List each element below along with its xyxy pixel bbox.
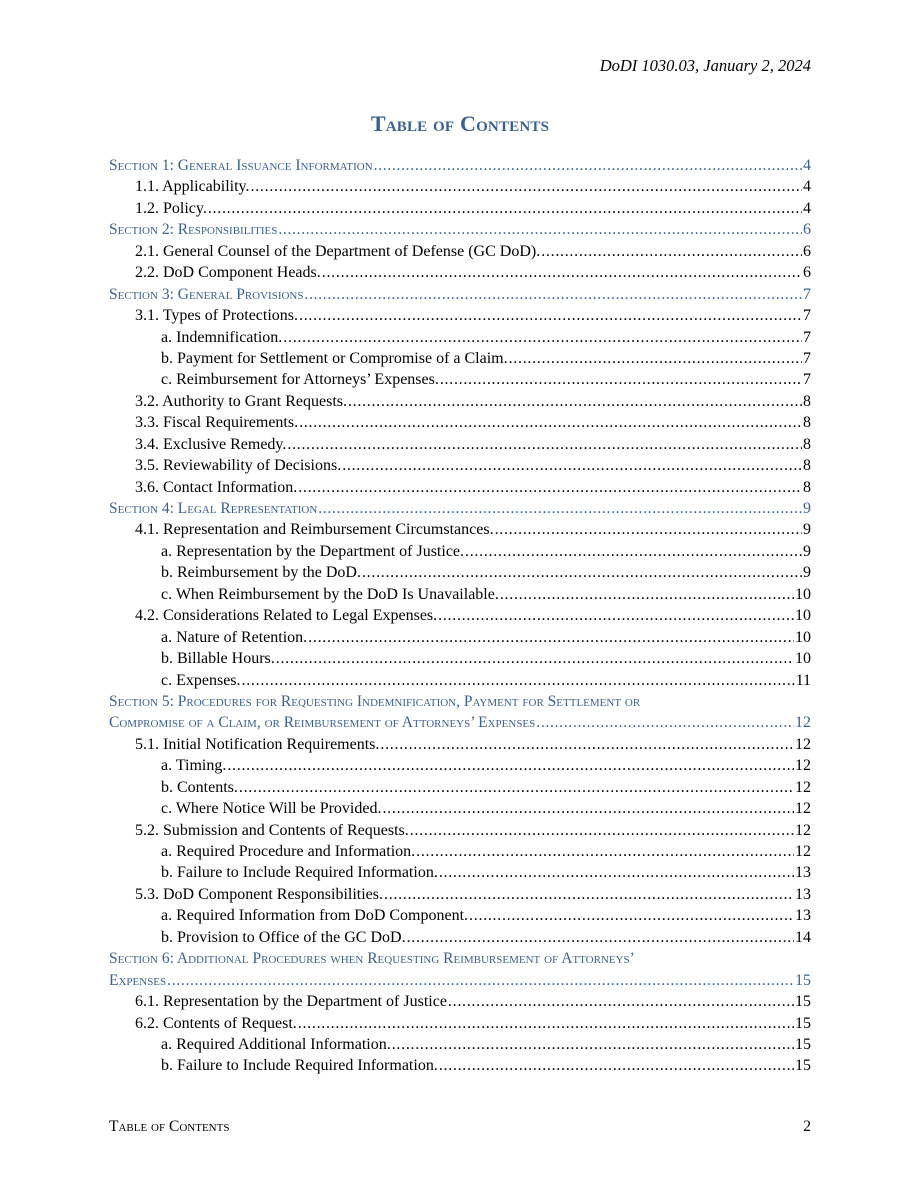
toc-page-number: 4 bbox=[803, 178, 811, 196]
toc-entry[interactable] bbox=[109, 798, 811, 819]
toc-entry-label: b. Provision to Office of the GC DoD. bbox=[161, 928, 406, 946]
toc-entry[interactable] bbox=[109, 348, 811, 369]
toc-entry[interactable] bbox=[109, 562, 811, 583]
toc-page-number: 12 bbox=[795, 735, 811, 753]
toc-section-entry[interactable] bbox=[109, 691, 811, 734]
toc-page-number: 10 bbox=[795, 585, 811, 603]
toc-entry-label: 2.2. DoD Component Heads. bbox=[135, 264, 321, 282]
toc-section-line2 bbox=[109, 970, 811, 991]
toc-entry-label: 5.2. Submission and Contents of Requests. bbox=[135, 821, 409, 839]
dot-leader bbox=[439, 862, 794, 883]
toc-entry-label: 5.1. Initial Notification Requirements. bbox=[135, 735, 380, 753]
dot-leader bbox=[283, 327, 802, 348]
dot-leader bbox=[308, 627, 794, 648]
toc-entry[interactable] bbox=[109, 262, 811, 283]
toc-page-number: 15 bbox=[795, 1035, 811, 1053]
toc-page-number: 8 bbox=[803, 414, 811, 432]
dot-leader bbox=[299, 305, 802, 326]
toc-section-label-line1: Section 6: Additional Procedures when Requesting Reimbursement of Attorneys’ bbox=[109, 950, 635, 968]
toc-entry[interactable] bbox=[109, 176, 811, 197]
toc-entry-label: b. Payment for Settlement or Compromise of a Claim. bbox=[161, 349, 508, 367]
dot-leader bbox=[318, 498, 802, 519]
toc-entry-label: Section 2: Responsibilities bbox=[109, 221, 278, 239]
toc-entry-label: a. Required Additional Information. bbox=[161, 1035, 391, 1053]
dot-leader bbox=[227, 755, 794, 776]
toc-entry-label: c. Reimbursement for Attorneys’ Expenses. bbox=[161, 371, 439, 389]
toc-entry[interactable] bbox=[109, 755, 811, 776]
toc-page-number: 9 bbox=[803, 564, 811, 582]
toc-entry-label: b. Failure to Include Required Information. bbox=[161, 864, 438, 882]
toc-entry[interactable] bbox=[109, 927, 811, 948]
toc-entry[interactable] bbox=[109, 477, 811, 498]
table-of-contents bbox=[109, 155, 811, 1077]
toc-entry[interactable] bbox=[109, 734, 811, 755]
toc-entry[interactable] bbox=[109, 412, 811, 433]
toc-entry-label: a. Indemnification. bbox=[161, 328, 283, 346]
toc-entry-label: 3.5. Reviewability of Decisions. bbox=[135, 457, 342, 475]
toc-section-label-line2: Compromise of a Claim, or Reimbursement of Attorneys’ Expenses bbox=[109, 714, 536, 732]
toc-page-number: 15 bbox=[795, 971, 811, 989]
toc-section-label-line2: Expenses bbox=[109, 971, 167, 989]
document-id-header: DoDI 1030.03, January 2, 2024 bbox=[599, 56, 811, 75]
dot-leader bbox=[278, 219, 802, 240]
dot-leader bbox=[287, 434, 802, 455]
dot-leader bbox=[465, 541, 802, 562]
toc-entry-label: c. When Reimbursement by the DoD Is Unavailable. bbox=[161, 585, 499, 603]
toc-section-entry[interactable] bbox=[109, 498, 811, 519]
dot-leader bbox=[374, 155, 802, 176]
toc-entry[interactable] bbox=[109, 905, 811, 926]
toc-entry[interactable] bbox=[109, 455, 811, 476]
toc-entry[interactable] bbox=[109, 627, 811, 648]
toc-section-entry[interactable] bbox=[109, 155, 811, 176]
toc-entry-label: 4.1. Representation and Reimbursement Circumstances. bbox=[135, 521, 494, 539]
dot-leader bbox=[298, 477, 802, 498]
toc-section-entry[interactable] bbox=[109, 284, 811, 305]
page-footer bbox=[109, 1118, 811, 1136]
toc-entry[interactable] bbox=[109, 1034, 811, 1055]
dot-leader bbox=[380, 734, 794, 755]
dot-leader bbox=[495, 519, 802, 540]
dot-leader bbox=[322, 262, 802, 283]
toc-entry-label: 6.1. Representation by the Department of Justice bbox=[135, 993, 447, 1011]
toc-entry-label: 2.1. General Counsel of the Department of Defense (GC DoD). bbox=[135, 242, 541, 260]
toc-entry-label: Section 3: General Provisions bbox=[109, 285, 304, 303]
toc-entry[interactable] bbox=[109, 241, 811, 262]
toc-entry-label: c. Where Notice Will be Provided. bbox=[161, 800, 382, 818]
toc-entry[interactable] bbox=[109, 1055, 811, 1076]
toc-page-number: 8 bbox=[803, 457, 811, 475]
toc-page-number: 7 bbox=[803, 328, 811, 346]
toc-entry-label: b. Contents. bbox=[161, 778, 238, 796]
dot-leader bbox=[392, 1034, 794, 1055]
toc-page-number: 4 bbox=[803, 157, 811, 174]
toc-page-number: 12 bbox=[795, 800, 811, 818]
toc-entry-label: b. Reimbursement by the DoD. bbox=[161, 564, 361, 582]
toc-entry-label: 3.4. Exclusive Remedy. bbox=[135, 435, 287, 453]
toc-page-number: 9 bbox=[803, 500, 811, 517]
toc-entry[interactable] bbox=[109, 648, 811, 669]
toc-entry-label: 1.1. Applicability. bbox=[135, 178, 250, 196]
toc-page-number: 10 bbox=[795, 650, 811, 668]
toc-entry[interactable] bbox=[109, 584, 811, 605]
toc-page-number: 10 bbox=[795, 628, 811, 646]
toc-page-number: 7 bbox=[803, 371, 811, 389]
toc-page-number: 14 bbox=[795, 928, 811, 946]
dot-leader bbox=[276, 648, 794, 669]
toc-page-number: 7 bbox=[803, 285, 811, 303]
toc-page-number: 13 bbox=[795, 885, 811, 903]
dot-leader bbox=[305, 284, 803, 305]
toc-entry[interactable] bbox=[109, 519, 811, 540]
dot-leader bbox=[362, 562, 802, 583]
toc-page-number: 13 bbox=[795, 864, 811, 882]
toc-page-number: 12 bbox=[795, 821, 811, 839]
toc-entry[interactable] bbox=[109, 434, 811, 455]
dot-leader bbox=[299, 412, 802, 433]
footer-page-number: 2 bbox=[803, 1118, 811, 1135]
toc-page-number: 7 bbox=[803, 307, 811, 325]
toc-entry-label: Section 1: General Issuance Information bbox=[109, 157, 373, 174]
dot-leader bbox=[500, 584, 794, 605]
dot-leader bbox=[298, 1013, 794, 1034]
footer-title: Table of Contents bbox=[109, 1118, 230, 1135]
toc-page-number: 6 bbox=[803, 242, 811, 260]
toc-page-number: 8 bbox=[803, 435, 811, 453]
toc-entry[interactable] bbox=[109, 541, 811, 562]
dot-leader bbox=[208, 198, 802, 219]
toc-page-number: 6 bbox=[803, 221, 811, 239]
toc-page-number: 10 bbox=[795, 607, 811, 625]
toc-page-number: 9 bbox=[803, 521, 811, 539]
dot-leader bbox=[382, 798, 794, 819]
toc-page-number: 15 bbox=[795, 993, 811, 1011]
toc-section-line2 bbox=[109, 712, 811, 733]
toc-entry[interactable] bbox=[109, 1013, 811, 1034]
toc-entry-label: 5.3. DoD Component Responsibilities. bbox=[135, 885, 383, 903]
dot-leader bbox=[167, 970, 794, 991]
dot-leader bbox=[242, 670, 795, 691]
toc-section-entry[interactable] bbox=[109, 948, 811, 991]
toc-page-number: 13 bbox=[795, 907, 811, 925]
toc-entry[interactable] bbox=[109, 820, 811, 841]
dot-leader bbox=[439, 1055, 794, 1076]
toc-entry[interactable] bbox=[109, 991, 811, 1012]
dot-leader bbox=[384, 884, 794, 905]
toc-entry[interactable] bbox=[109, 777, 811, 798]
toc-entry-label: a. Required Procedure and Information. bbox=[161, 843, 416, 860]
toc-entry-label: a. Required Information from DoD Component. bbox=[161, 907, 469, 925]
toc-section-label-line1: Section 5: Procedures for Requesting Indemnification, Payment for Settlement or bbox=[109, 692, 641, 710]
toc-entry[interactable] bbox=[109, 391, 811, 412]
toc-entry[interactable] bbox=[109, 862, 811, 883]
toc-entry-label: 3.2. Authority to Grant Requests. bbox=[135, 392, 347, 410]
toc-page-number: 12 bbox=[795, 778, 811, 796]
dot-leader bbox=[251, 176, 802, 197]
page-title: Table of Contents bbox=[370, 111, 550, 136]
toc-entry[interactable] bbox=[109, 369, 811, 390]
dot-leader bbox=[448, 991, 794, 1012]
toc-page-number: 12 bbox=[795, 757, 811, 775]
toc-entry-label: c. Expenses. bbox=[161, 671, 241, 689]
toc-page-number: 7 bbox=[803, 349, 811, 367]
toc-page-number: 8 bbox=[803, 392, 811, 410]
toc-entry-label: 3.3. Fiscal Requirements. bbox=[135, 414, 299, 432]
dot-leader bbox=[469, 905, 794, 926]
toc-entry-label: Section 4: Legal Representation bbox=[109, 500, 318, 517]
toc-page-number: 11 bbox=[795, 671, 811, 689]
toc-entry[interactable] bbox=[109, 305, 811, 326]
toc-page-number: 12 bbox=[795, 843, 811, 860]
toc-entry-label: 3.6. Contact Information. bbox=[135, 478, 298, 496]
toc-page-number: 4 bbox=[803, 199, 811, 217]
toc-page-number: 8 bbox=[803, 478, 811, 496]
toc-entry-label: 1.2. Policy. bbox=[135, 199, 207, 217]
toc-entry-label: 3.1. Types of Protections. bbox=[135, 307, 299, 325]
toc-page-number: 15 bbox=[795, 1014, 811, 1032]
dot-leader bbox=[342, 455, 802, 476]
toc-entry-label: a. Nature of Retention. bbox=[161, 628, 308, 646]
toc-entry[interactable] bbox=[109, 670, 811, 691]
toc-entry-label: b. Failure to Include Required Information. bbox=[161, 1057, 438, 1075]
toc-entry-label: 4.2. Considerations Related to Legal Expenses. bbox=[135, 607, 438, 625]
dot-leader bbox=[410, 820, 794, 841]
toc-entry[interactable] bbox=[109, 327, 811, 348]
toc-page-number: 15 bbox=[795, 1057, 811, 1075]
dot-leader bbox=[541, 241, 802, 262]
dot-leader bbox=[536, 712, 794, 733]
toc-entry-label: a. Timing. bbox=[161, 757, 227, 775]
toc-entry-label: a. Representation by the Department of Justice. bbox=[161, 542, 465, 560]
toc-page-number: 12 bbox=[795, 714, 811, 732]
toc-entry[interactable] bbox=[109, 605, 811, 626]
dot-leader bbox=[509, 348, 802, 369]
toc-page-number: 6 bbox=[803, 264, 811, 282]
toc-page-number: 9 bbox=[803, 542, 811, 560]
toc-entry[interactable] bbox=[109, 841, 811, 862]
dot-leader bbox=[440, 369, 802, 390]
toc-entry[interactable] bbox=[109, 198, 811, 219]
dot-leader bbox=[416, 841, 794, 862]
toc-entry-label: 6.2. Contents of Request. bbox=[135, 1014, 297, 1032]
dot-leader bbox=[407, 927, 794, 948]
toc-entry-label: b. Billable Hours. bbox=[161, 650, 275, 668]
dot-leader bbox=[438, 605, 794, 626]
dot-leader bbox=[239, 777, 794, 798]
dot-leader bbox=[348, 391, 802, 412]
toc-entry[interactable] bbox=[109, 884, 811, 905]
toc-section-entry[interactable] bbox=[109, 219, 811, 240]
